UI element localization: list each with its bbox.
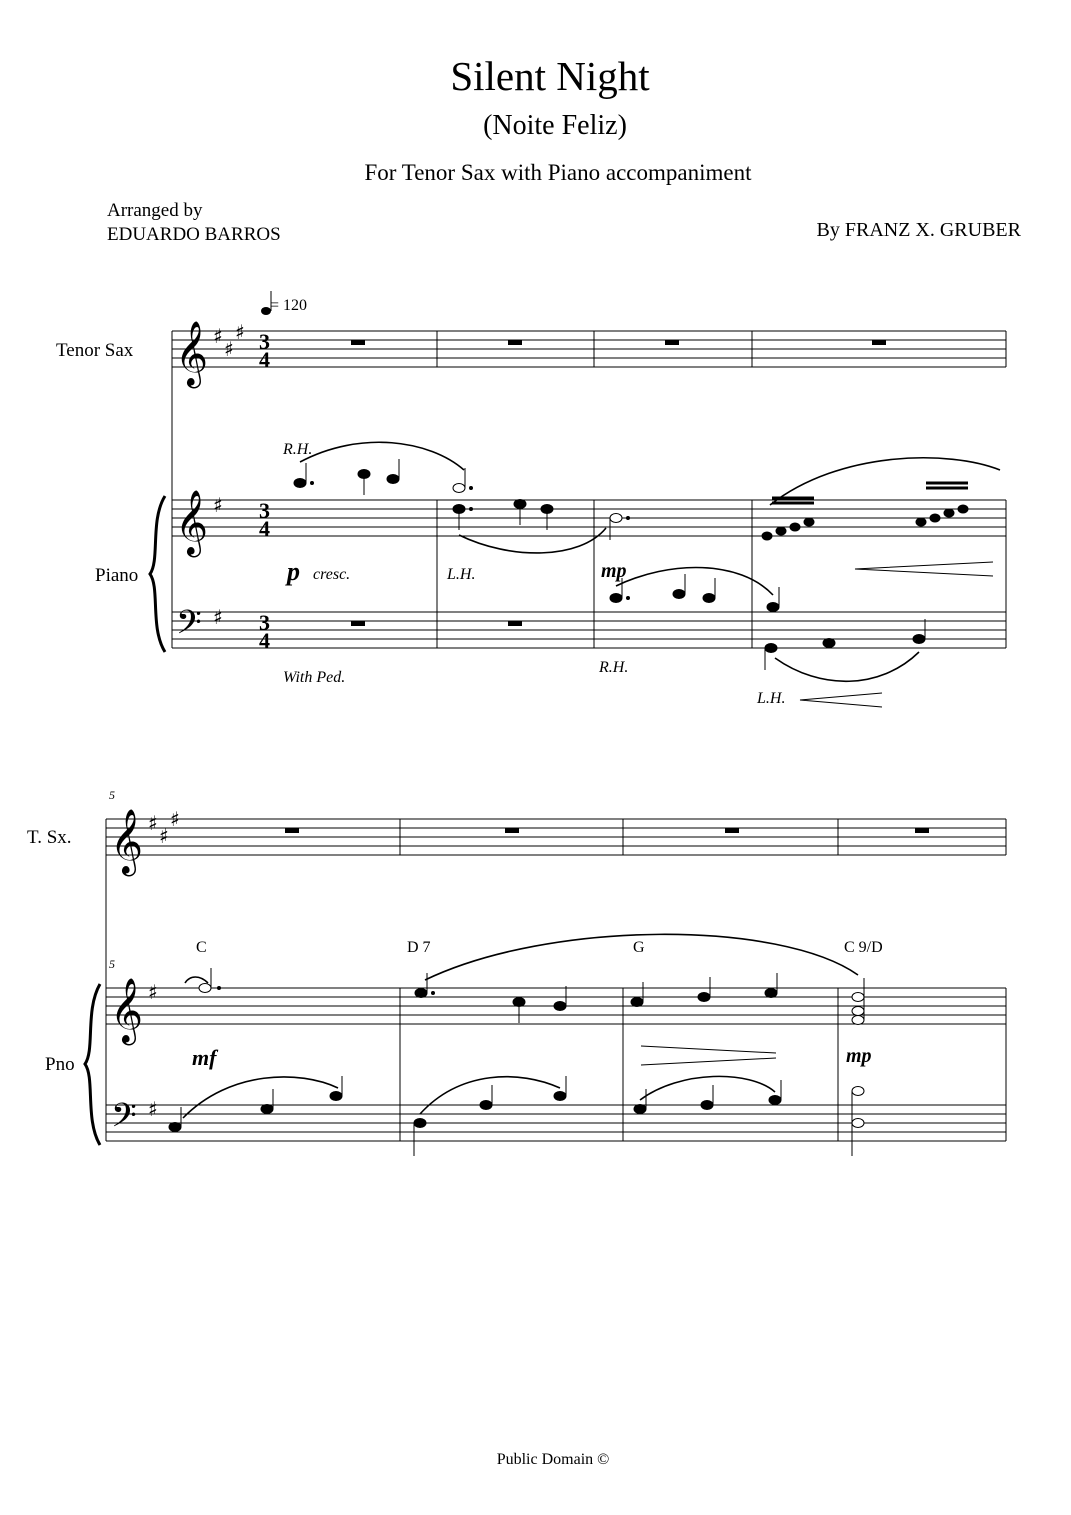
chord-symbol: C [196,939,207,956]
composer: By FRANZ X. GRUBER [816,219,1021,241]
chord-symbol: G [633,939,645,956]
arranger-label: Arranged by [107,200,203,221]
lh-marking: L.H. [447,566,476,583]
dynamic-p: p [287,557,300,586]
svg-text:♯: ♯ [148,811,158,835]
svg-text:♯: ♯ [224,337,234,361]
measure-number-piano: 5 [109,957,115,971]
svg-text:𝄞: 𝄞 [175,321,209,386]
lh-marking-2: L.H. [757,690,786,707]
chord-symbol: D 7 [407,939,431,956]
dynamic-mp-2: mp [846,1045,872,1067]
piano-label-short: Pno [45,1054,75,1075]
svg-text:𝄢: 𝄢 [111,1097,137,1143]
rh-marking-2: R.H. [599,659,629,676]
pedal-marking: With Ped. [283,669,346,686]
staff-sax-2 [106,819,1006,855]
dynamic-mp: mp [601,560,627,582]
measure-number: 5 [109,788,115,802]
arranger-name: EDUARDO BARROS [107,224,281,245]
svg-text:𝄞: 𝄞 [110,978,144,1043]
instrumentation: For Tenor Sax with Piano accompaniment [364,160,752,185]
piano-label: Piano [95,565,139,586]
svg-text:♯: ♯ [235,320,245,344]
svg-text:4: 4 [259,516,270,541]
svg-text:4: 4 [259,347,270,372]
staff-piano-lh-2 [106,1105,1006,1141]
svg-text:3: 3 [259,329,270,354]
svg-text:3: 3 [259,498,270,523]
tempo-marking: = 120 [270,297,308,314]
svg-text:3: 3 [259,610,270,635]
sax-label: Tenor Sax [56,340,134,361]
score-title: Silent Night [450,53,650,99]
svg-text:𝄞: 𝄞 [110,809,144,874]
score-subtitle: (Noite Feliz) [483,110,627,141]
staff-piano-rh-1 [172,500,1006,536]
copyright-footer: Public Domain © [496,1451,610,1468]
svg-text:♯: ♯ [213,324,223,348]
svg-text:♯: ♯ [213,605,223,629]
svg-text:𝄢: 𝄢 [176,604,202,650]
chord-symbol: C 9/D [844,939,883,956]
svg-text:♯: ♯ [159,824,169,848]
staff-sax-1 [172,331,1006,367]
dynamic-mf: mf [192,1045,217,1070]
svg-text:♯: ♯ [148,980,158,1004]
sax-label-short: T. Sx. [27,827,72,848]
svg-text:4: 4 [259,628,270,653]
cresc-marking: cresc. [313,566,351,583]
staff-piano-lh-1 [172,612,1006,648]
rh-marking: R.H. [283,441,313,458]
svg-text:♯: ♯ [148,1097,158,1121]
svg-text:♯: ♯ [170,807,180,831]
svg-text:♯: ♯ [213,493,223,517]
svg-text:𝄞: 𝄞 [175,490,209,555]
